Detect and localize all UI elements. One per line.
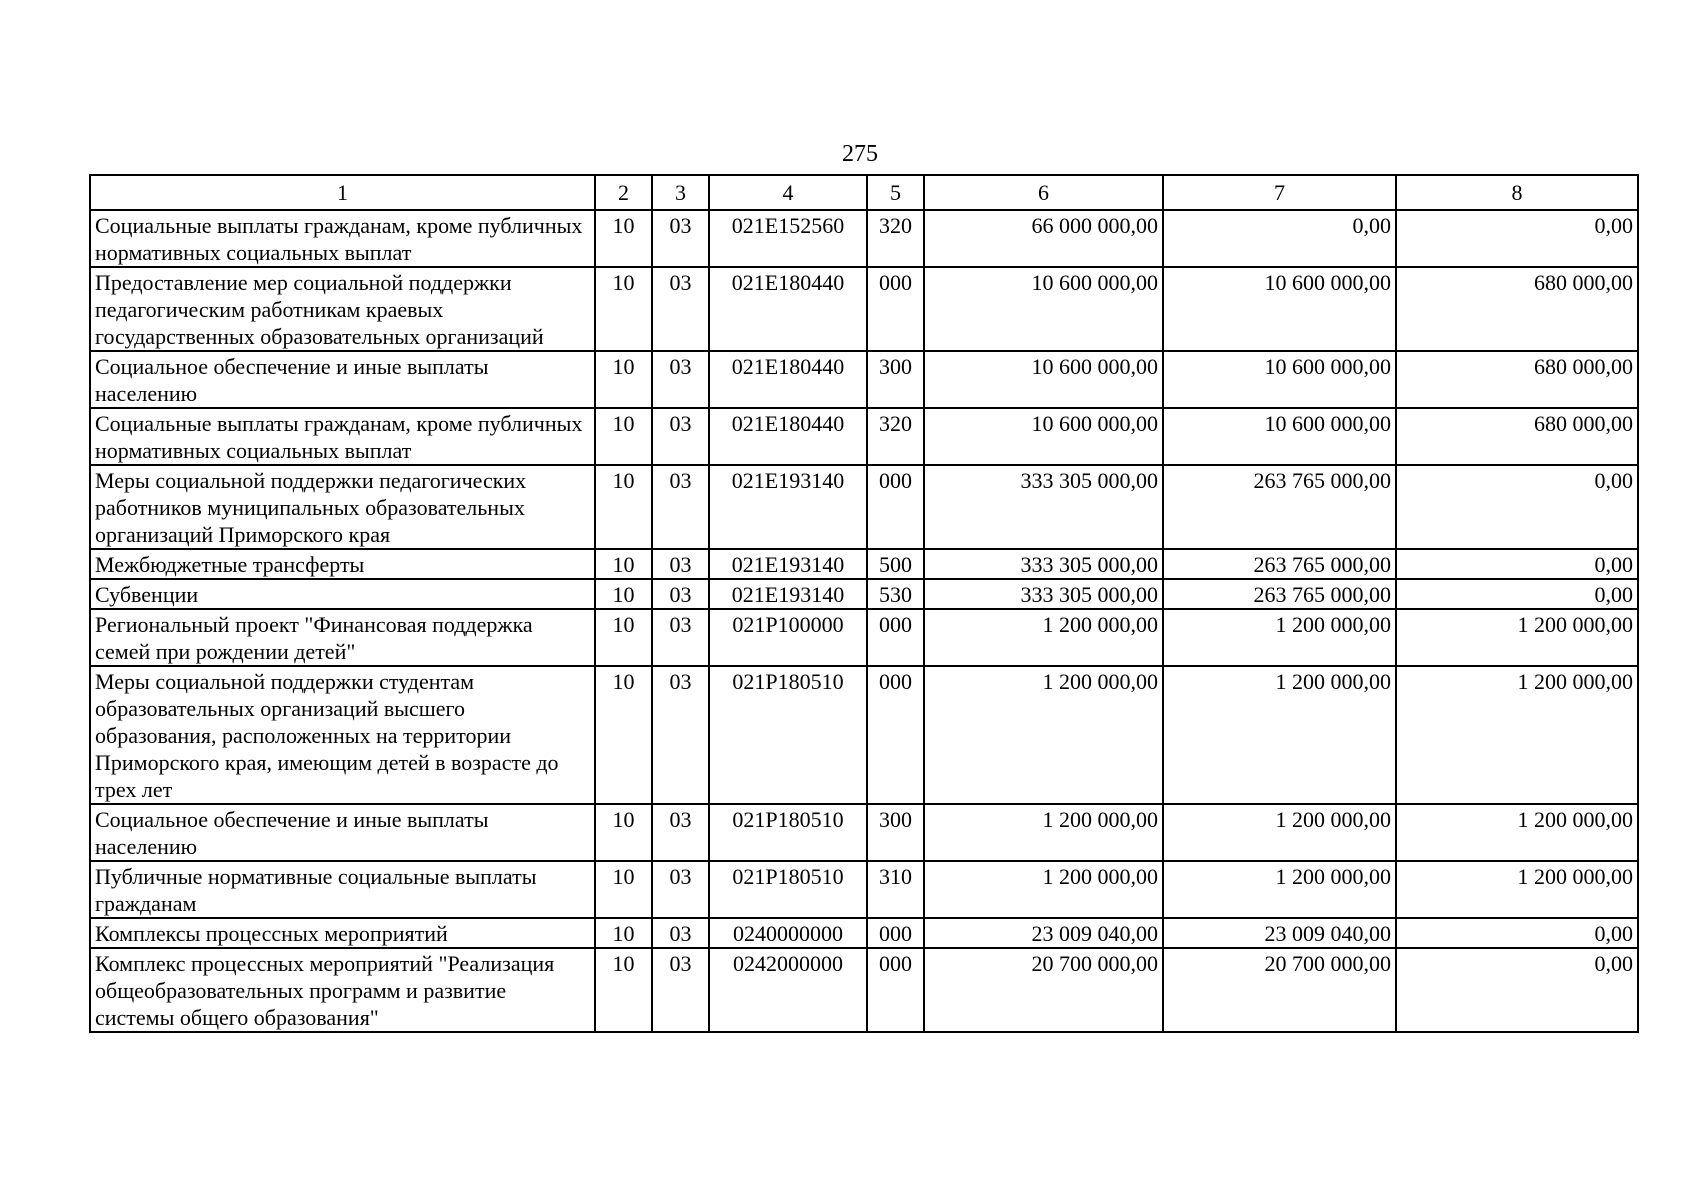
section-code: 10 bbox=[595, 948, 652, 1032]
column-header-2: 2 bbox=[595, 175, 652, 210]
table-row bbox=[90, 804, 1638, 861]
amount-col-6: 1 200 000,00 bbox=[924, 666, 1163, 804]
table-row bbox=[90, 579, 1638, 609]
amount-col-8: 1 200 000,00 bbox=[1396, 609, 1638, 666]
row-name: Комплекс процессных мероприятий "Реализация общеобразовательных программ и развитие системы общего образования" bbox=[90, 948, 595, 1032]
section-code: 10 bbox=[595, 465, 652, 549]
row-name: Комплексы процессных мероприятий bbox=[90, 918, 595, 948]
subsection-code: 03 bbox=[652, 465, 709, 549]
amount-col-8: 0,00 bbox=[1396, 465, 1638, 549]
amount-col-7: 263 765 000,00 bbox=[1163, 579, 1396, 609]
column-header-3: 3 bbox=[652, 175, 709, 210]
table-header bbox=[90, 175, 1638, 210]
row-name: Меры социальной поддержки студентам образовательных организаций высшего образования, расположенных на территории Приморского края, имеющим детей в возрасте до трех лет bbox=[90, 666, 595, 804]
expense-type-code: 320 bbox=[867, 408, 924, 465]
subsection-code: 03 bbox=[652, 210, 709, 267]
section-code: 10 bbox=[595, 408, 652, 465]
page-number: 275 bbox=[842, 141, 878, 167]
amount-col-7: 1 200 000,00 bbox=[1163, 666, 1396, 804]
target-article-code: 021P180510 bbox=[709, 666, 867, 804]
target-article-code: 021E193140 bbox=[709, 465, 867, 549]
amount-col-7: 1 200 000,00 bbox=[1163, 861, 1396, 918]
amount-col-6: 10 600 000,00 bbox=[924, 351, 1163, 408]
target-article-code: 021P180510 bbox=[709, 804, 867, 861]
target-article-code: 021E180440 bbox=[709, 267, 867, 351]
amount-col-7: 10 600 000,00 bbox=[1163, 351, 1396, 408]
target-article-code: 021E180440 bbox=[709, 408, 867, 465]
row-name: Межбюджетные трансферты bbox=[90, 549, 595, 579]
section-code: 10 bbox=[595, 549, 652, 579]
amount-col-8: 0,00 bbox=[1396, 918, 1638, 948]
expense-type-code: 000 bbox=[867, 666, 924, 804]
table-body bbox=[90, 210, 1638, 1032]
amount-col-8: 1 200 000,00 bbox=[1396, 666, 1638, 804]
row-name: Социальное обеспечение и иные выплаты населению bbox=[90, 351, 595, 408]
amount-col-8: 0,00 bbox=[1396, 549, 1638, 579]
row-name: Социальные выплаты гражданам, кроме публичных нормативных социальных выплат bbox=[90, 408, 595, 465]
amount-col-8: 680 000,00 bbox=[1396, 408, 1638, 465]
table-row bbox=[90, 918, 1638, 948]
section-code: 10 bbox=[595, 804, 652, 861]
row-name: Меры социальной поддержки педагогических работников муниципальных образовательных организаций Приморского края bbox=[90, 465, 595, 549]
table-row bbox=[90, 861, 1638, 918]
expense-type-code: 500 bbox=[867, 549, 924, 579]
row-name: Предоставление мер социальной поддержки педагогическим работникам краевых государственных образовательных организаций bbox=[90, 267, 595, 351]
amount-col-7: 263 765 000,00 bbox=[1163, 465, 1396, 549]
subsection-code: 03 bbox=[652, 549, 709, 579]
subsection-code: 03 bbox=[652, 609, 709, 666]
amount-col-7: 20 700 000,00 bbox=[1163, 948, 1396, 1032]
section-code: 10 bbox=[595, 861, 652, 918]
subsection-code: 03 bbox=[652, 804, 709, 861]
amount-col-6: 10 600 000,00 bbox=[924, 267, 1163, 351]
target-article-code: 021P100000 bbox=[709, 609, 867, 666]
column-header-8: 8 bbox=[1396, 175, 1638, 210]
target-article-code: 0242000000 bbox=[709, 948, 867, 1032]
section-code: 10 bbox=[595, 210, 652, 267]
amount-col-8: 680 000,00 bbox=[1396, 267, 1638, 351]
amount-col-6: 66 000 000,00 bbox=[924, 210, 1163, 267]
expense-type-code: 000 bbox=[867, 267, 924, 351]
amount-col-6: 10 600 000,00 bbox=[924, 408, 1163, 465]
column-header-6: 6 bbox=[924, 175, 1163, 210]
amount-col-7: 0,00 bbox=[1163, 210, 1396, 267]
subsection-code: 03 bbox=[652, 948, 709, 1032]
subsection-code: 03 bbox=[652, 861, 709, 918]
table-row bbox=[90, 549, 1638, 579]
target-article-code: 021E180440 bbox=[709, 351, 867, 408]
amount-col-8: 0,00 bbox=[1396, 579, 1638, 609]
amount-col-7: 10 600 000,00 bbox=[1163, 408, 1396, 465]
expense-type-code: 320 bbox=[867, 210, 924, 267]
amount-col-7: 23 009 040,00 bbox=[1163, 918, 1396, 948]
amount-col-6: 23 009 040,00 bbox=[924, 918, 1163, 948]
row-name: Социальные выплаты гражданам, кроме публичных нормативных социальных выплат bbox=[90, 210, 595, 267]
amount-col-7: 1 200 000,00 bbox=[1163, 804, 1396, 861]
subsection-code: 03 bbox=[652, 351, 709, 408]
amount-col-6: 1 200 000,00 bbox=[924, 861, 1163, 918]
budget-table bbox=[89, 174, 1639, 1033]
target-article-code: 021P180510 bbox=[709, 861, 867, 918]
amount-col-8: 680 000,00 bbox=[1396, 351, 1638, 408]
table-row bbox=[90, 408, 1638, 465]
table-row bbox=[90, 267, 1638, 351]
expense-type-code: 000 bbox=[867, 609, 924, 666]
expense-type-code: 000 bbox=[867, 465, 924, 549]
section-code: 10 bbox=[595, 351, 652, 408]
amount-col-6: 333 305 000,00 bbox=[924, 579, 1163, 609]
amount-col-7: 1 200 000,00 bbox=[1163, 609, 1396, 666]
table-row bbox=[90, 666, 1638, 804]
section-code: 10 bbox=[595, 918, 652, 948]
target-article-code: 021E152560 bbox=[709, 210, 867, 267]
target-article-code: 021E193140 bbox=[709, 549, 867, 579]
amount-col-6: 1 200 000,00 bbox=[924, 804, 1163, 861]
subsection-code: 03 bbox=[652, 579, 709, 609]
section-code: 10 bbox=[595, 267, 652, 351]
target-article-code: 021E193140 bbox=[709, 579, 867, 609]
amount-col-6: 1 200 000,00 bbox=[924, 609, 1163, 666]
column-header-1: 1 bbox=[90, 175, 595, 210]
column-header-4: 4 bbox=[709, 175, 867, 210]
amount-col-8: 1 200 000,00 bbox=[1396, 804, 1638, 861]
expense-type-code: 000 bbox=[867, 918, 924, 948]
header-row bbox=[90, 175, 1638, 210]
column-header-7: 7 bbox=[1163, 175, 1396, 210]
target-article-code: 0240000000 bbox=[709, 918, 867, 948]
row-name: Региональный проект "Финансовая поддержка семей при рождении детей" bbox=[90, 609, 595, 666]
amount-col-7: 263 765 000,00 bbox=[1163, 549, 1396, 579]
row-name: Социальное обеспечение и иные выплаты населению bbox=[90, 804, 595, 861]
expense-type-code: 300 bbox=[867, 804, 924, 861]
row-name: Публичные нормативные социальные выплаты гражданам bbox=[90, 861, 595, 918]
section-code: 10 bbox=[595, 666, 652, 804]
section-code: 10 bbox=[595, 579, 652, 609]
amount-col-8: 0,00 bbox=[1396, 948, 1638, 1032]
table-row bbox=[90, 210, 1638, 267]
amount-col-6: 333 305 000,00 bbox=[924, 465, 1163, 549]
amount-col-6: 333 305 000,00 bbox=[924, 549, 1163, 579]
table-row bbox=[90, 465, 1638, 549]
amount-col-8: 1 200 000,00 bbox=[1396, 861, 1638, 918]
amount-col-7: 10 600 000,00 bbox=[1163, 267, 1396, 351]
amount-col-8: 0,00 bbox=[1396, 210, 1638, 267]
expense-type-code: 310 bbox=[867, 861, 924, 918]
subsection-code: 03 bbox=[652, 408, 709, 465]
amount-col-6: 20 700 000,00 bbox=[924, 948, 1163, 1032]
section-code: 10 bbox=[595, 609, 652, 666]
row-name: Субвенции bbox=[90, 579, 595, 609]
subsection-code: 03 bbox=[652, 666, 709, 804]
subsection-code: 03 bbox=[652, 918, 709, 948]
subsection-code: 03 bbox=[652, 267, 709, 351]
table-row bbox=[90, 948, 1638, 1032]
expense-type-code: 000 bbox=[867, 948, 924, 1032]
table-row bbox=[90, 351, 1638, 408]
table-row bbox=[90, 609, 1638, 666]
expense-type-code: 530 bbox=[867, 579, 924, 609]
column-header-5: 5 bbox=[867, 175, 924, 210]
expense-type-code: 300 bbox=[867, 351, 924, 408]
